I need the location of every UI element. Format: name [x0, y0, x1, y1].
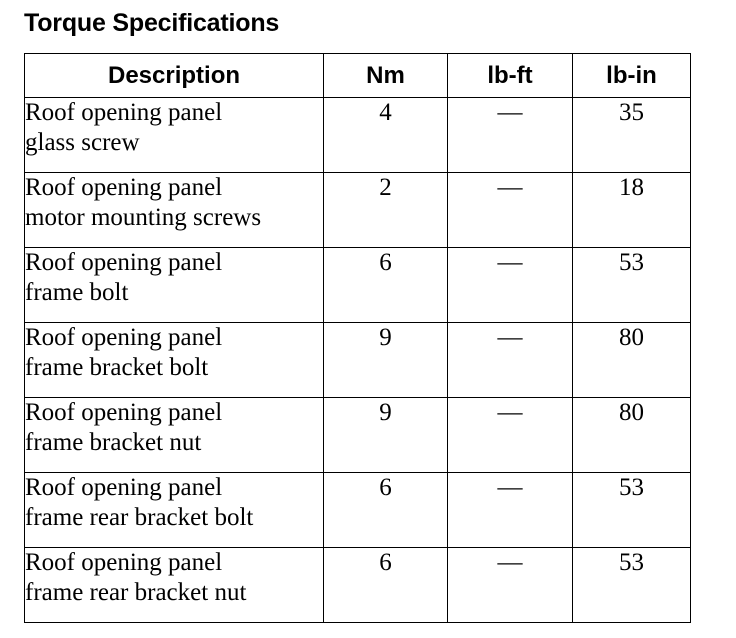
lb-ft-cell: — — [448, 548, 573, 623]
description-line: Roof opening panel — [25, 174, 223, 201]
lb-ft-cell: — — [448, 398, 573, 473]
description-line: Roof opening panel — [25, 474, 223, 501]
nm-cell: 9 — [324, 323, 448, 398]
table-row — [25, 248, 691, 323]
lb-in-cell: 53 — [573, 548, 691, 623]
column-header-lb-in: lb-in — [573, 54, 691, 98]
description-cell — [25, 548, 324, 623]
torque-spec-table — [24, 53, 691, 623]
table-row — [25, 473, 691, 548]
lb-in-cell: 35 — [573, 98, 691, 173]
description-line: frame rear bracket bolt — [25, 504, 254, 531]
description-cell — [25, 398, 324, 473]
lb-in-cell: 53 — [573, 473, 691, 548]
description-line: Roof opening panel — [25, 324, 223, 351]
lb-in-cell: 53 — [573, 248, 691, 323]
nm-cell: 6 — [324, 473, 448, 548]
table-row — [25, 398, 691, 473]
column-header-description: Description — [25, 54, 324, 98]
lb-ft-cell: — — [448, 323, 573, 398]
description-cell — [25, 173, 324, 248]
lb-in-cell: 18 — [573, 173, 691, 248]
description-line: frame bracket bolt — [25, 354, 209, 381]
nm-cell: 2 — [324, 173, 448, 248]
description-line: frame bolt — [25, 279, 129, 306]
column-header-nm: Nm — [324, 54, 448, 98]
header-row — [25, 54, 691, 98]
description-cell — [25, 473, 324, 548]
table-row — [25, 323, 691, 398]
description-line: Roof opening panel — [25, 249, 223, 276]
description-line: glass screw — [25, 129, 140, 156]
table-row — [25, 173, 691, 248]
description-line: Roof opening panel — [25, 399, 223, 426]
description-line: frame rear bracket nut — [25, 579, 247, 606]
description-cell — [25, 323, 324, 398]
lb-ft-cell: — — [448, 98, 573, 173]
lb-ft-cell: — — [448, 473, 573, 548]
nm-cell: 9 — [324, 398, 448, 473]
page-title: Torque Specifications — [24, 9, 280, 37]
lb-in-cell: 80 — [573, 398, 691, 473]
nm-cell: 6 — [324, 548, 448, 623]
lb-ft-cell: — — [448, 248, 573, 323]
nm-cell: 6 — [324, 248, 448, 323]
nm-cell: 4 — [324, 98, 448, 173]
lb-ft-cell: — — [448, 173, 573, 248]
description-line: motor mounting screws — [25, 204, 262, 231]
description-cell — [25, 248, 324, 323]
lb-in-cell: 80 — [573, 323, 691, 398]
table-row — [25, 548, 691, 623]
description-line: frame bracket nut — [25, 429, 202, 456]
description-cell — [25, 98, 324, 173]
description-line: Roof opening panel — [25, 549, 223, 576]
column-header-lb-ft: lb-ft — [448, 54, 573, 98]
table-row — [25, 98, 691, 173]
description-line: Roof opening panel — [25, 99, 223, 126]
